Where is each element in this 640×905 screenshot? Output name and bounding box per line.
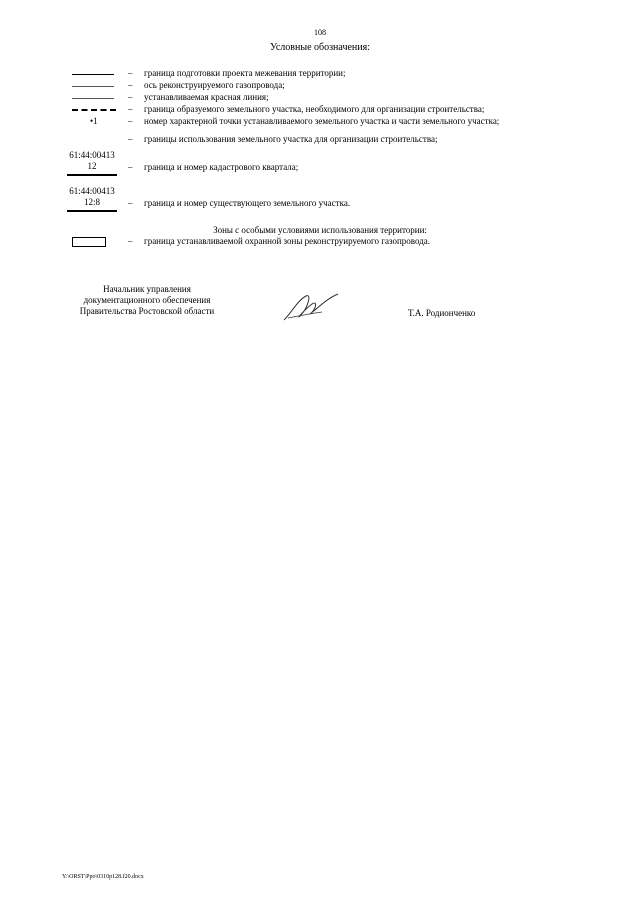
cadastral-number: 61:44:00413	[69, 186, 115, 196]
zones-title: Зоны с особыми условиями использования территории:	[213, 225, 427, 235]
dash: –	[128, 68, 133, 78]
legend-text: граница и номер существующего земельного участка.	[144, 198, 351, 208]
existing-plot-symbol	[62, 186, 122, 212]
legend-text: границы использования земельного участка для организации строительства;	[144, 134, 438, 144]
legend-row-pipeline-axis	[62, 80, 622, 92]
signatory-position	[62, 284, 232, 317]
legend-row-plot-boundary	[62, 104, 622, 116]
legend-row-cadastral-quarter	[62, 150, 622, 180]
dash: –	[128, 198, 133, 208]
page-number: 108	[314, 28, 326, 37]
dash: –	[128, 162, 133, 172]
dash: –	[128, 116, 133, 126]
dash: –	[128, 236, 133, 246]
handwritten-signature	[278, 290, 348, 326]
dash: –	[128, 134, 133, 144]
red-line-symbol	[72, 98, 114, 99]
signatory-name: Т.А. Родионченко	[408, 308, 476, 318]
legend-text: ось реконструируемого газопровода;	[144, 80, 285, 90]
cadastral-quarter-symbol	[62, 150, 122, 176]
legend-row-usage-boundary	[62, 134, 622, 146]
dashed-line-symbol	[72, 109, 116, 111]
legend-row-boundary	[62, 68, 622, 80]
legend-row-existing-plot	[62, 186, 622, 216]
solid-line-symbol	[72, 74, 114, 75]
rectangle-symbol	[72, 237, 106, 247]
file-path-footer: Y:\ORST\Ppo\0310p128.f20.docx	[62, 874, 144, 880]
dash: –	[128, 104, 133, 114]
legend-text: номер характерной точки устанавливаемого земельного участка и части земельного участка;	[144, 116, 500, 126]
legend-text: граница образуемого земельного участка, необходимого для организации строительства;	[144, 104, 485, 114]
thin-line-symbol	[72, 86, 114, 87]
position-line: документационного обеспечения	[83, 295, 211, 305]
position-line: Начальник управления	[103, 284, 191, 294]
cadastral-suffix: 12:8	[83, 197, 100, 207]
legend-row-protection-zone	[62, 236, 622, 248]
legend-row-red-line	[62, 92, 622, 104]
legend-text: граница устанавливаемой охранной зоны реконструируемого газопровода.	[144, 236, 431, 246]
legend-text: устанавливаемая красная линия;	[144, 92, 269, 102]
legend-title: Условные обозначения:	[269, 42, 370, 53]
legend-text: граница подготовки проекта межевания территории;	[144, 68, 346, 78]
dash: –	[128, 80, 133, 90]
legend-text: граница и номер кадастрового квартала;	[144, 162, 299, 172]
dash: –	[128, 92, 133, 102]
cadastral-number: 61:44:00413	[69, 150, 115, 160]
position-line: Правительства Ростовской области	[79, 306, 215, 316]
cadastral-suffix: 12	[87, 161, 97, 171]
legend-row-point-number	[62, 116, 622, 128]
point-symbol: •1	[90, 116, 98, 126]
